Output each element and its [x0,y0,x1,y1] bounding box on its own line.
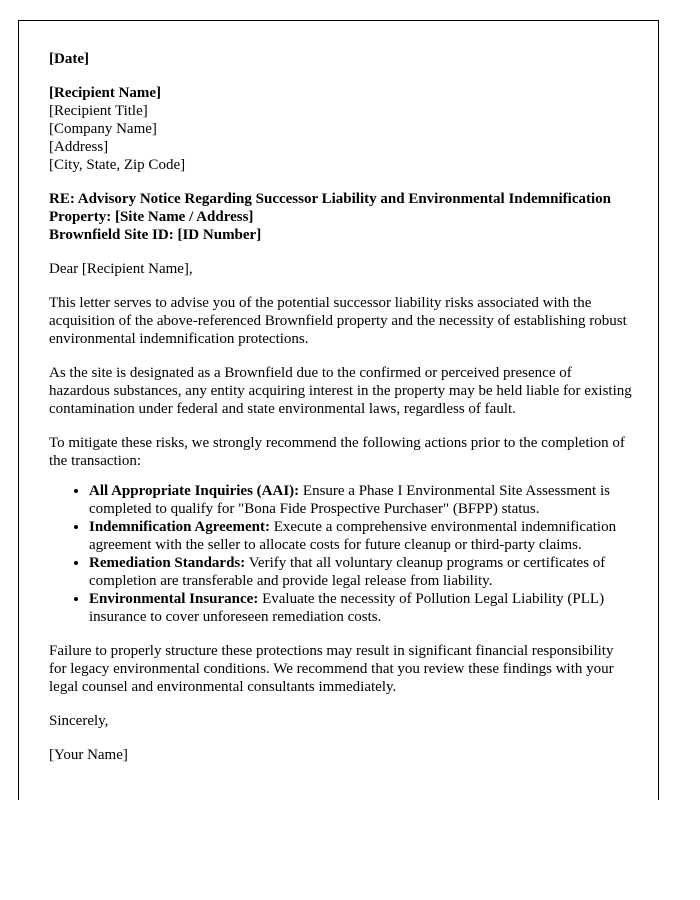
recipient-name: [Recipient Name] [49,85,162,101]
paragraph-recommendation: To mitigate these risks, we strongly recommend the following actions prior to the completion of the transaction: [49,435,625,469]
re-property: Property: [Site Name / Address] [49,209,254,225]
letter-date: [Date] [49,51,89,67]
action-text: Verify that all voluntary cleanup programs or certificates of completion are transferable and provide legal release from liability. [89,555,606,589]
recipient-title: [Recipient Title] [49,103,148,119]
list-item [89,554,632,590]
action-text: Ensure a Phase I Environmental Site Assessment is completed to qualify for "Bona Fide Prospective Purchaser" (BFPP) status. [89,483,610,517]
signature-name: [Your Name] [49,747,128,763]
action-list [49,482,632,626]
paragraph-intro: This letter serves to advise you of the potential successor liability risks associated with the acquisition of the above-referenced Brownfield property and the necessity of establishing robust environmental indemnification protections. [49,295,627,347]
action-text: Execute a comprehensive environmental indemnification agreement with the seller to allocate costs for future cleanup or third-party claims. [89,519,617,553]
action-text: Evaluate the necessity of Pollution Legal Liability (PLL) insurance to cover unforeseen remediation costs. [89,591,605,625]
list-item [89,518,632,554]
action-term: Indemnification Agreement: [89,519,270,535]
list-item [89,590,632,626]
re-subject: RE: Advisory Notice Regarding Successor Liability and Environmental Indemnification [49,191,611,207]
action-term: Environmental Insurance: [89,591,259,607]
list-item [89,482,632,518]
re-site-id: Brownfield Site ID: [ID Number] [49,227,262,243]
action-term: All Appropriate Inquiries (AAI): [89,483,300,499]
re-block [49,190,632,244]
recipient-company: [Company Name] [49,121,157,137]
action-term: Remediation Standards: [89,555,246,571]
recipient-city-state-zip: [City, State, Zip Code] [49,157,186,173]
recipient-address: [Address] [49,139,109,155]
paragraph-conclusion: Failure to properly structure these protections may result in significant financial responsibility for legacy environmental conditions. We recommend that you review these findings with your legal counsel and environmental consultants immediately. [49,643,614,695]
closing: Sincerely, [49,713,109,729]
letter-page [18,20,659,800]
salutation: Dear [Recipient Name], [49,261,193,277]
paragraph-brownfield: As the site is designated as a Brownfield due to the confirmed or perceived presence of hazardous substances, any entity acquiring interest in the property may be held liable for existing contamination under federal and state environmental laws, regardless of fault. [49,365,632,417]
recipient-block [49,84,632,174]
